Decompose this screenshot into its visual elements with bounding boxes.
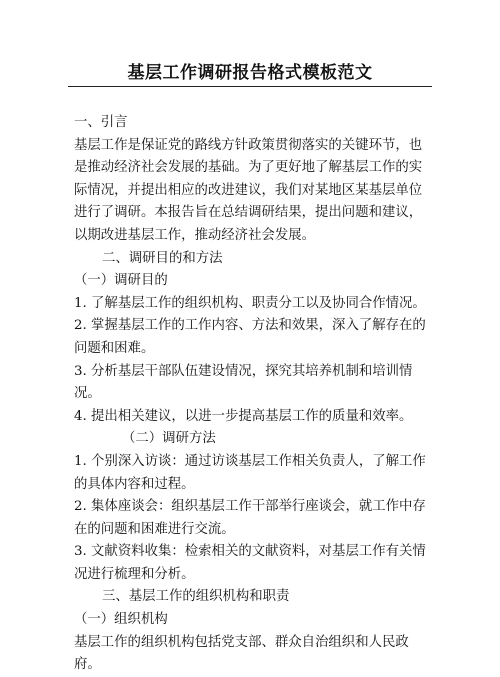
- subsection-heading-purpose: （一）调研目的: [74, 273, 168, 289]
- list-item-purpose-2: 2. 掌握基层工作的工作内容、方法和效果，深入了解存在的问题和困难。: [74, 318, 426, 356]
- section-heading-introduction: 一、引言: [74, 115, 128, 130]
- title-divider: [68, 86, 432, 87]
- list-item-method-1: 1. 个别深入访谈：通过访谈基层工作相关负责人，了解工作的具体内容和过程。: [74, 453, 426, 492]
- document-title: 基层工作调研报告格式模板范文: [127, 63, 373, 83]
- section-heading-organization: 三、基层工作的组织机构和职责: [102, 589, 290, 605]
- section-heading-purpose-method: 二、调研目的和方法: [102, 250, 223, 266]
- list-item-purpose-4: 4. 提出相关建议，以进一步提高基层工作的质量和效率。: [74, 408, 413, 424]
- list-item-method-2: 2. 集体座谈会：组织基层工作干部举行座谈会，就工作中存在的问题和困难进行交流。: [74, 499, 426, 537]
- subsection-heading-method: （二）调研方法: [122, 431, 216, 447]
- paragraph-introduction: 基层工作是保证党的路线方针政策贯彻落实的关键环节，也是推动经济社会发展的基础。为了更好地了解基层工作的实际情况，并提出相应的改进建议，我们对某地区某基层单位进行了调研。本报告旨在总结调研结果，提出问题和建议，以期改进基层工作，推动经济社会发展。: [74, 137, 423, 243]
- subsection-heading-organization: （一）组织机构: [74, 612, 168, 628]
- list-item-method-3: 3. 文献资料收集：检索相关的文献资料，对基层工作有关情况进行梳理和分析。: [74, 544, 426, 582]
- list-item-purpose-1: 1. 了解基层工作的组织机构、职责分工以及协同合作情况。: [74, 295, 426, 311]
- paragraph-organization: 基层工作的组织机构包括党支部、群众自治组织和人民政府。: [74, 634, 409, 673]
- list-item-purpose-3: 3. 分析基层干部队伍建设情况，探究其培养机制和培训情况。: [74, 363, 413, 402]
- document-body: [74, 112, 432, 677]
